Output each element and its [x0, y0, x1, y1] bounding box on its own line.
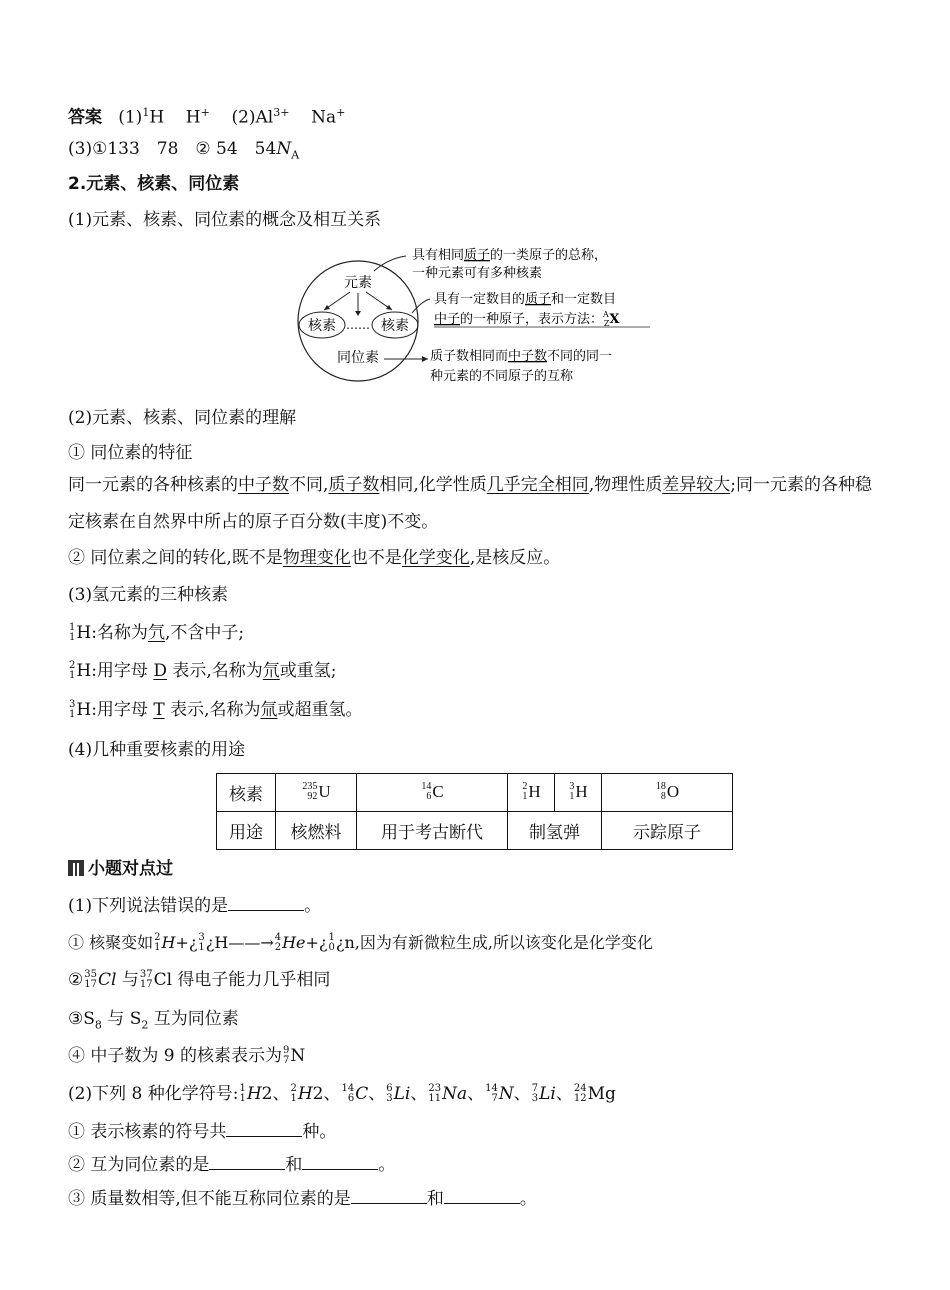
nuclide-symbol: 14 7 N、: [485, 1082, 531, 1104]
avogadro-symbol: N: [276, 139, 292, 159]
question-1-option-3: $③S_8$ 与 $S_2$ 互为同位素: [68, 1009, 239, 1032]
nuclide-symbol: 1 1 H2、: [239, 1082, 290, 1104]
element-symbol: Na: [311, 107, 337, 128]
question-1-option-4: ④ 中子数为 9 的核素表示为 9 7 N: [68, 1044, 306, 1066]
practice-title: 小题对点过: [88, 859, 173, 879]
table-cell-use-c: 用于考古断代: [357, 812, 508, 850]
avogadro-subscript: A: [291, 148, 300, 162]
table-row: [217, 774, 733, 812]
nuclide-label-right: 核素: [381, 318, 409, 334]
table-row: [217, 812, 733, 850]
subsection-title: (3)氢元素的三种核素: [68, 585, 229, 605]
desc-element-line-2: 一种元素可有多种核素: [412, 266, 543, 281]
table-cell-use-o: 示踪原子: [602, 812, 733, 850]
question-1-stem: (1)下列说法错误的是 。: [68, 896, 322, 916]
answer-label: 答案: [68, 107, 102, 128]
nuclide-label-left: 核素: [308, 318, 336, 334]
nuclide-numbers: 3 1: [69, 698, 76, 720]
desc-nuclide-line-2: 中子的一种原子，表示方法：$^A$ ZX: [434, 310, 620, 328]
section-title: 2.元素、核素、同位素: [68, 174, 240, 194]
question-2-sub-1: ① 表示核素的符号共 种。: [68, 1122, 337, 1142]
nuclide-symbol: 2 1 H2、: [290, 1082, 341, 1104]
concept-diagram: [294, 243, 664, 388]
table-header-use: 用途: [217, 812, 276, 850]
nuclide-numbers: 1 1: [69, 621, 76, 643]
desc-isotope-line-2: 种元素的不同原子的互称: [430, 369, 574, 384]
feature-title: ① 同位素的特征: [68, 443, 193, 463]
answer-blank[interactable]: [351, 1187, 427, 1204]
table-cell-h2: 2 1 H: [508, 774, 555, 812]
question-1-option-1: ① 核聚变如 2 1 H+¿ 3 1 ¿H——→ 4 2 He+¿ 1 0 ¿n,因为有新微粒生成,所以该变化是化学变化: [68, 931, 653, 953]
answer-blank[interactable]: [209, 1153, 285, 1170]
dots: ……: [346, 318, 370, 332]
nuclide-symbol: 14 6 C、: [341, 1082, 386, 1104]
answer-blank[interactable]: [226, 1120, 302, 1137]
element-label: 元素: [344, 275, 372, 291]
subsection-title: (4)几种重要核素的用途: [68, 740, 246, 760]
ion-charge: 3+: [273, 106, 290, 119]
nuclide-symbol: 23 11 Na、: [428, 1082, 485, 1104]
question-2-sub-2: ② 互为同位素的是 和 。: [68, 1155, 396, 1175]
question-1-option-2: ② 35 17 Cl 与 37 17 Cl 得电子能力几乎相同: [68, 968, 331, 990]
hydrogen-tritium: 3 1 H:用字母 T 表示,名称为氚或超重氢。: [69, 698, 363, 720]
nuclide-symbol: 6 3 Li、: [386, 1082, 428, 1104]
table-cell-o18: 18 8 O: [602, 774, 733, 812]
desc-nuclide-line-1: 具有一定数目的质子和一定数目: [434, 292, 617, 307]
answer-blank[interactable]: [302, 1153, 378, 1170]
desc-isotope-line-1: 质子数相同而中子数不同的同一: [430, 349, 613, 364]
nuclide-numbers: 2 1: [69, 659, 76, 681]
conversion-line: ② 同位素之间的转化,既不是物理变化也不是化学变化,是核反应。: [68, 548, 561, 568]
subsection-title: (1)元素、核素、同位素的概念及相互关系: [68, 210, 382, 230]
ion-charge: +: [336, 106, 346, 119]
answer-line-1: [68, 101, 345, 130]
table-cell-c14: 14 6 C: [357, 774, 508, 812]
hydrogen-protium: 1 1 H:名称为氕,不含中子;: [69, 621, 245, 643]
ion-charge: +: [200, 106, 210, 119]
desc-element-line-1: 具有相同质子的一类原子的总称，: [412, 248, 608, 263]
practice-heading: [68, 857, 173, 881]
feature-paragraph: 同一元素的各种核素的中子数不同,质子数相同,化学性质几乎完全相同,物理性质差异较大;同一元素的各种稳定核素在自然界中所占的原子百分数(丰度)不变。: [68, 475, 872, 532]
answer-blank[interactable]: [444, 1187, 520, 1204]
table-cell-u235: 235 92 U: [276, 774, 357, 812]
element-symbol: H: [149, 107, 165, 128]
leader-line-1: [374, 256, 406, 271]
table-cell-h3: 3 1 H: [555, 774, 602, 812]
element-symbol: H: [185, 107, 201, 128]
answer-blank[interactable]: [228, 894, 304, 911]
nuclide-symbol: 24 12 Mg: [573, 1082, 616, 1104]
practice-icon: [68, 860, 84, 876]
hydrogen-deuterium: 2 1 H:用字母 D 表示,名称为氘或重氢;: [69, 659, 337, 681]
chemical-symbols: [238, 1084, 615, 1104]
answer-line-2: [68, 137, 299, 167]
nuclide-uses-table: [216, 773, 733, 850]
table-cell-use-u: 核燃料: [276, 812, 357, 850]
question-2-stem: (2)下列 8 种化学符号: 1 1 H2、 2 1 H2、 14 6 C、 6 3 Li、 23 11 Na、 14 7 N、 7 3 Li、 24 12 Mg: [68, 1082, 616, 1104]
isotope-label: 同位素: [337, 350, 379, 366]
subsection-title: (2)元素、核素、同位素的理解: [68, 408, 297, 428]
question-2-sub-3: ③ 质量数相等,但不能互称同位素的是 和 。: [68, 1189, 537, 1209]
table-header-nuclide: 核素: [217, 774, 276, 812]
mass-number: 1: [142, 106, 150, 119]
answer-part-3: (3)①133 78 ② 54 54: [68, 139, 277, 159]
nuclide-symbol: 7 3 Li、: [531, 1082, 573, 1104]
answer-part-1: (1): [118, 107, 143, 128]
table-cell-use-h: 制氢弹: [508, 812, 602, 850]
answer-part-2: (2)Al: [231, 107, 274, 128]
